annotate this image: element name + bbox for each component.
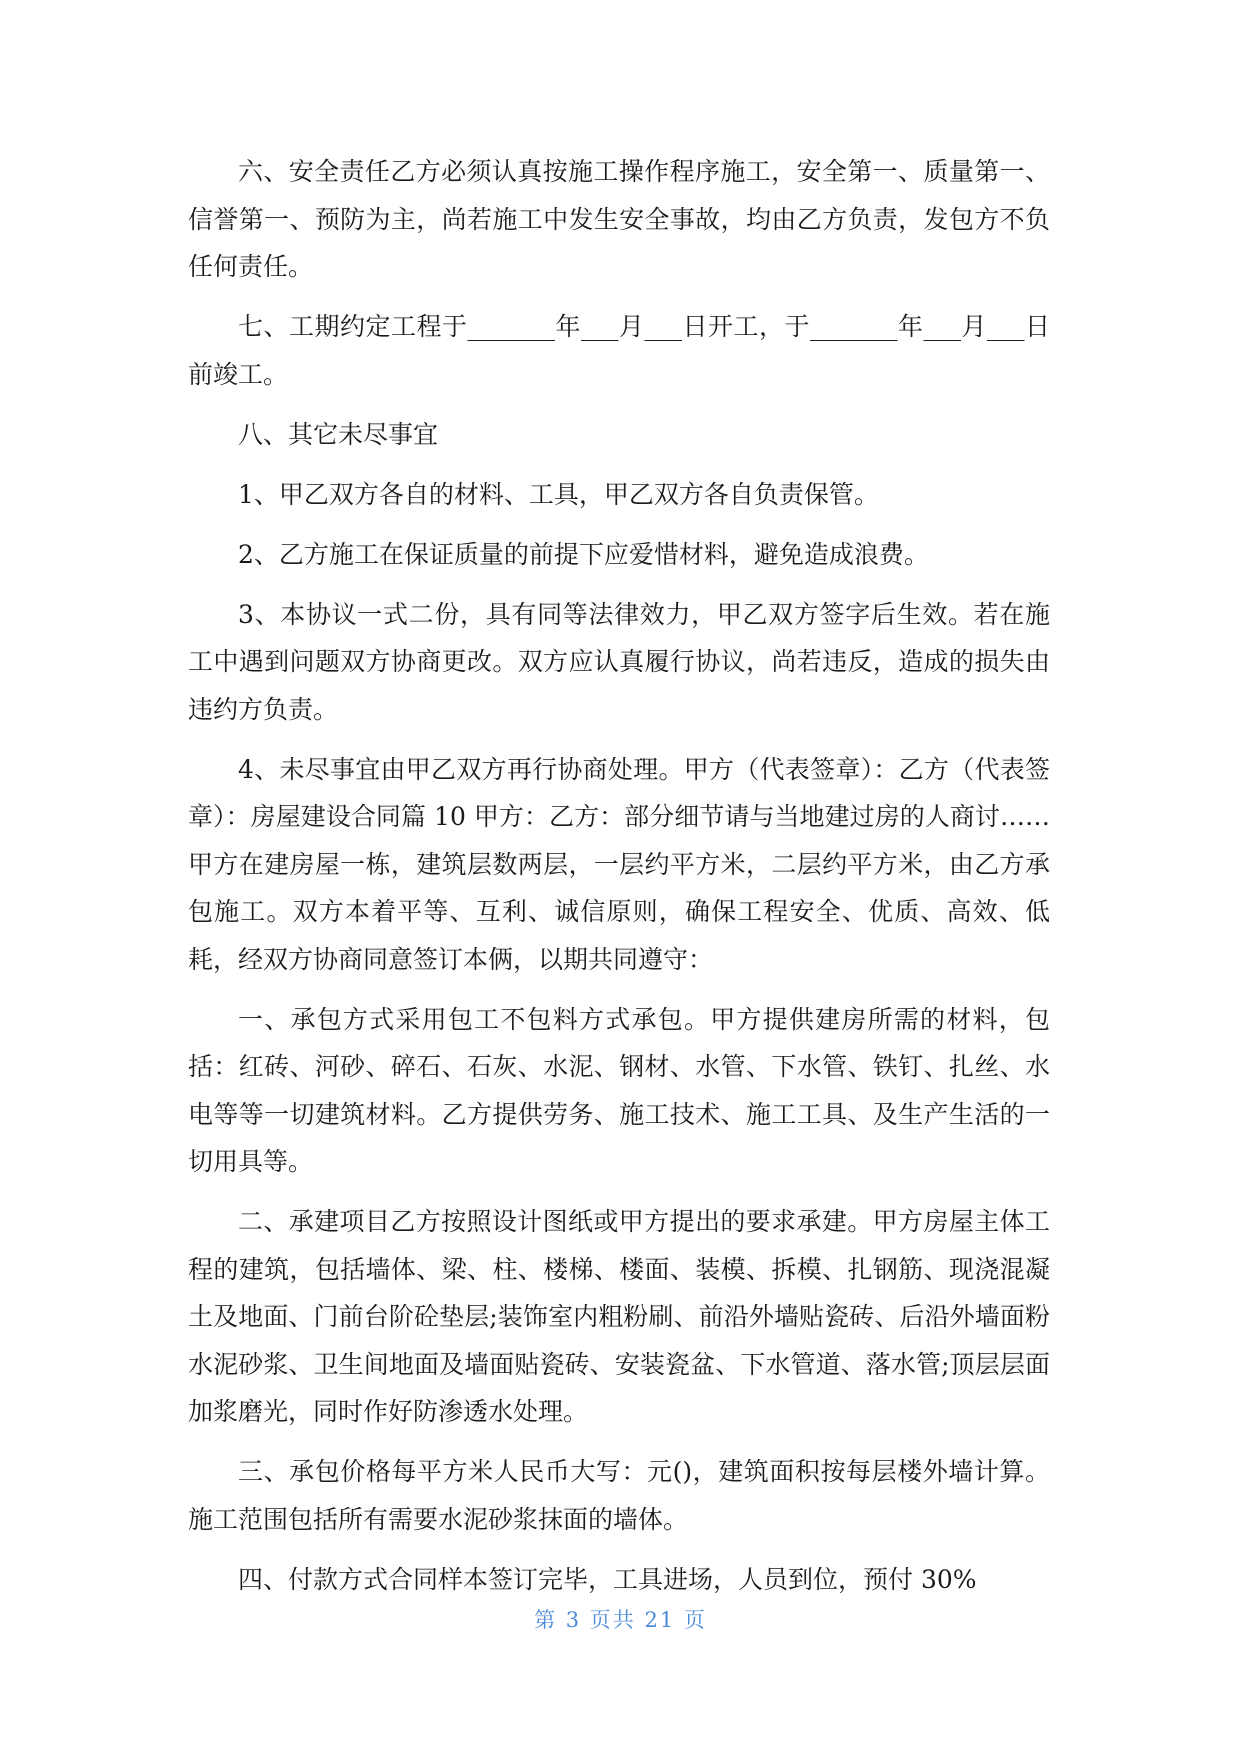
paragraph-payment: 四、付款方式合同样本签订完毕，工具进场，人员到位，预付 30% [238,1564,977,1594]
paragraph-item-3: 3、本协议一式二份，具有同等法律效力，甲乙双方签字后生效。若在施工中遇到问题双方协商更改。双方应认真履行协议，尚若违反，造成的损失由违约方负责。 [188,599,1050,724]
paragraph-construction-period: 七、工期约定工程于_______年___月___日开工，于_______年___月___日前竣工。 [188,312,1050,389]
paragraph-project-scope: 二、承建项目乙方按照设计图纸或甲方提出的要求承建。甲方房屋主体工程的建筑，包括墙体、梁、柱、楼梯、楼面、装模、拆模、扎钢筋、现浇混凝土及地面、门前台阶砼垫层;装饰室内粗粉刷、前沿外墙贴瓷砖、后沿外墙面粉水泥砂浆、卫生间地面及墙面贴瓷砖、安装瓷盆、下水管道、落水管;顶层层面加浆磨光，同时作好防渗透水处理。 [188,1207,1050,1426]
paragraph-item-4: 4、未尽事宜由甲乙双方再行协商处理。甲方（代表签章）：乙方（代表签章）：房屋建设合同篇 10 甲方：乙方：部分细节请与当地建过房的人商讨……甲方在建房屋一栋，建筑层数两层，一层约平方米，二层约平方米，由乙方承包施工。双方本着平等、互利、诚信原则，确保工程安全、优质、高效、低耗，经双方协商同意签订本俩，以期共同遵守： [188,754,1050,974]
page-footer: 第 3 页共 21 页 [534,1608,707,1632]
paragraph-other-matters: 八、其它未尽事宜 [238,419,439,449]
paragraph-price: 三、承包价格每平方米人民币大写：元()，建筑面积按每层楼外墙计算。施工范围包括所有需要水泥砂浆抹面的墙体。 [188,1457,1050,1534]
paragraph-item-1: 1、甲乙双方各自的材料、工具，甲乙双方各自负责保管。 [238,479,879,509]
paragraph-safety-responsibility: 六、安全责任乙方必须认真按施工操作程序施工，安全第一、质量第一、信誉第一、预防为主，尚若施工中发生安全事故，均由乙方负责，发包方不负任何责任。 [188,157,1050,281]
paragraph-contract-method: 一、承包方式采用包工不包料方式承包。甲方提供建房所需的材料，包括：红砖、河砂、碎石、石灰、水泥、钢材、水管、下水管、铁钉、扎丝、水电等等一切建筑材料。乙方提供劳务、施工技术、施工工具、及生产生活的一切用具等。 [188,1004,1050,1176]
document-body [188,148,1050,1616]
paragraph-item-2: 2、乙方施工在保证质量的前提下应爱惜材料，避免造成浪费。 [238,539,929,569]
